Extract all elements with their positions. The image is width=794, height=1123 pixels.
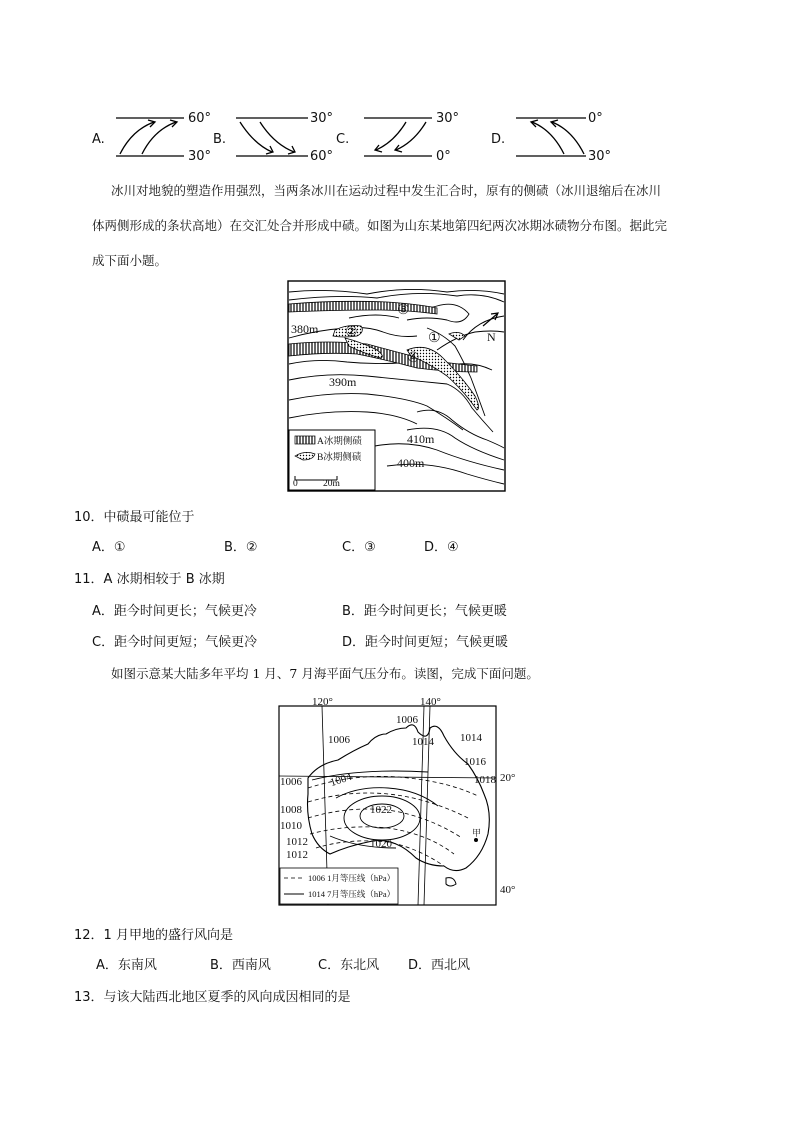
legend-jan: 1006 1月等压线（hPa） (308, 873, 396, 883)
isobar-1008: 1008 (280, 804, 302, 816)
legend-jul: 1014 7月等压线（hPa） (308, 889, 396, 899)
glacier-map (287, 280, 506, 492)
isobar-1016: 1016 (464, 756, 486, 768)
legend-a-label: A冰期侧碛 (317, 437, 362, 447)
isobar-1006-nw: 1006 (328, 734, 350, 746)
glacier-intro-line2: 体两侧形成的条状高地）在交汇处合并形成中碛。如图为山东某地第四纪两次冰期冰碛物分布图。据此完 (92, 218, 668, 233)
glacier-intro-line3: 成下面小题。 (92, 253, 168, 268)
north-label: N (487, 330, 496, 344)
option-c-top-lat: 30° (436, 111, 460, 126)
pressure-intro: 如图示意某大陆多年平均 1 月、7 月海平面气压分布。读图，完成下面问题。 (111, 666, 539, 681)
q10-option-a[interactable]: A．① (92, 540, 126, 555)
scale-20m: 20m (323, 479, 340, 489)
q12-option-d[interactable]: D．西北风 (408, 958, 471, 973)
isobar-1022: 1022 (370, 804, 392, 816)
isobar-1020: 1020 (370, 838, 392, 850)
lat-40: 40° (500, 884, 516, 896)
isobar-1006-west: 1006 (280, 776, 302, 788)
lon-120: 120° (312, 696, 333, 708)
option-a-top-lat: 60° (188, 111, 212, 126)
isobar-1010: 1010 (280, 820, 302, 832)
legend-b-label: B冰期侧碛 (317, 453, 362, 463)
q13-stem: 13．与该大陆西北地区夏季的风向成因相同的是 (74, 990, 351, 1005)
marker-2: ② (345, 325, 358, 340)
option-d-top-lat: 0° (588, 111, 603, 126)
q11-stem: 11．A 冰期相较于 B 冰期 (74, 572, 225, 587)
isobar-1014-north: 1014 (412, 736, 434, 748)
q11-option-b[interactable]: B．距今时间更长；气候更暖 (342, 604, 507, 619)
q12-option-b[interactable]: B．西南风 (210, 958, 271, 973)
contour-label-380: 380m (291, 322, 319, 336)
isobar-1014-ne: 1014 (460, 732, 482, 744)
lat-20: 20° (500, 772, 516, 784)
isobar-1012-a: 1012 (286, 836, 308, 848)
isobar-1006-top: 1006 (396, 714, 418, 726)
q12-option-c[interactable]: C．东北风 (318, 958, 380, 973)
isobar-1012-b: 1012 (286, 849, 308, 861)
q10-option-b[interactable]: B．② (224, 540, 258, 555)
marker-1: ① (428, 331, 441, 346)
option-d-diagram (512, 108, 592, 164)
option-a-bottom-lat: 30° (188, 149, 212, 164)
q11-option-a[interactable]: A．距今时间更长；气候更冷 (92, 604, 257, 619)
option-a-letter: A. (92, 132, 105, 147)
option-b-top-lat: 30° (310, 111, 334, 126)
q10-option-d[interactable]: D．④ (424, 540, 459, 555)
q11-option-d[interactable]: D．距今时间更短；气候更暖 (342, 635, 509, 650)
contour-label-400: 400m (397, 456, 425, 470)
glacier-intro-line1: 冰川对地貌的塑造作用强烈，当两条冰川在运动过程中发生汇合时，原有的侧碛（冰川退缩后在冰川 (111, 183, 662, 198)
q12-stem: 12．1 月甲地的盛行风向是 (74, 928, 233, 943)
q10-stem: 10．中碛最可能位于 (74, 510, 195, 525)
option-d-bottom-lat: 30° (588, 149, 612, 164)
option-b-letter: B. (213, 132, 227, 147)
option-c-letter: C. (336, 132, 350, 147)
option-c-bottom-lat: 0° (436, 149, 451, 164)
isobar-1004: 1004 (328, 770, 354, 790)
contour-label-390: 390m (329, 375, 357, 389)
pressure-map (278, 696, 516, 906)
place-jia: 甲 (472, 828, 482, 838)
q10-option-c[interactable]: C．③ (342, 540, 376, 555)
contour-label-410: 410m (407, 432, 435, 446)
q11-option-c[interactable]: C．距今时间更短；气候更冷 (92, 635, 258, 650)
marker-4: ④ (407, 351, 420, 366)
option-c-diagram (360, 108, 440, 164)
option-b-bottom-lat: 60° (310, 149, 334, 164)
marker-3: ③ (397, 303, 410, 318)
scale-zero: 0 (293, 479, 298, 489)
lon-140: 140° (420, 696, 441, 708)
option-b-diagram (234, 108, 314, 164)
option-a-diagram (112, 108, 192, 164)
isobar-1018: 1018 (474, 774, 496, 786)
q12-option-a[interactable]: A．东南风 (96, 958, 157, 973)
option-d-letter: D. (491, 132, 506, 147)
